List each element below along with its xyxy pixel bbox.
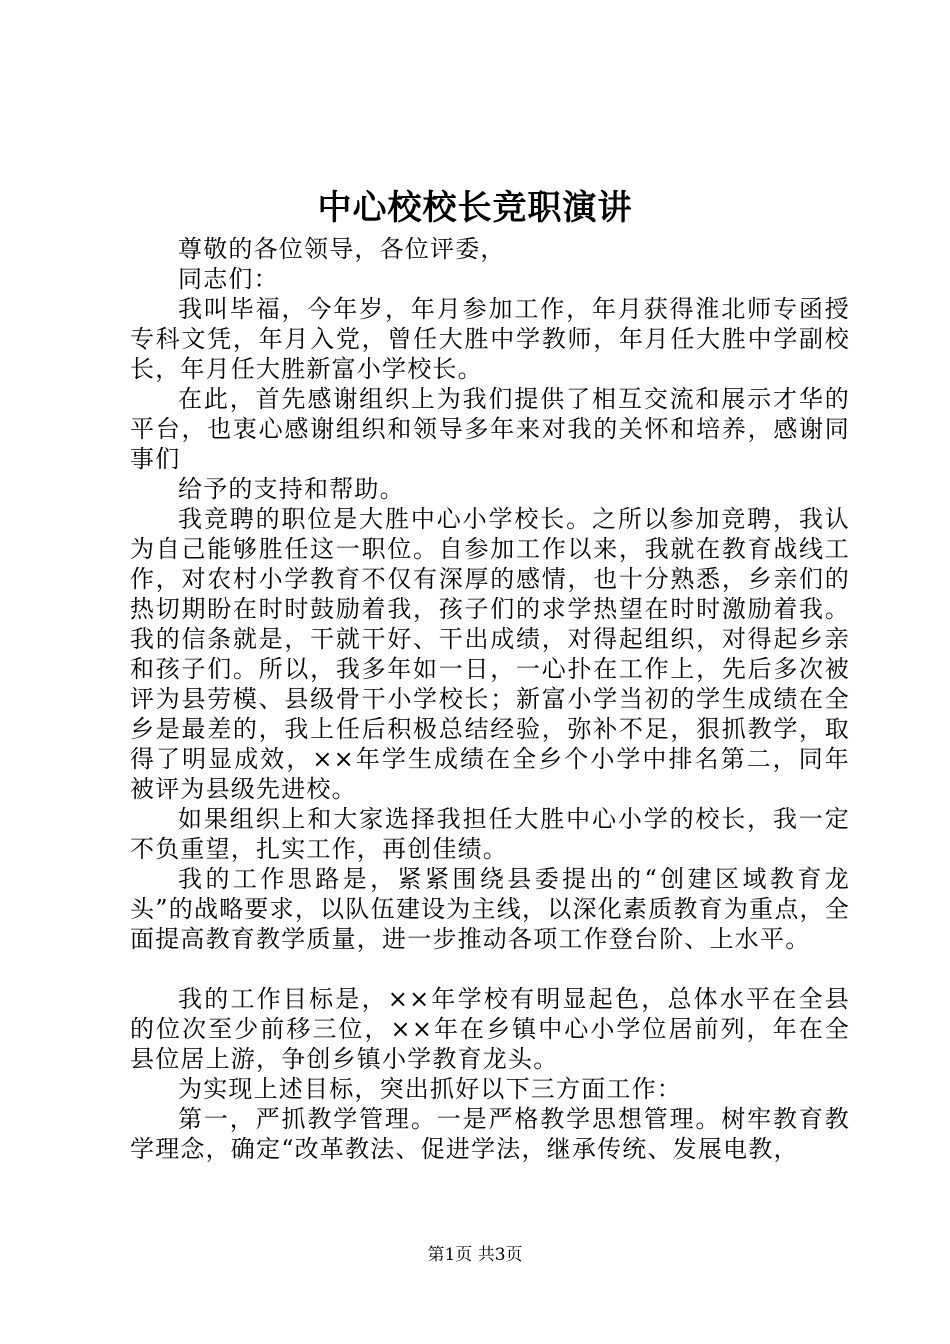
salutation-comrades: 同志们： (178, 265, 279, 293)
paragraph-work-approach: 我的工作思路是，紧紧围绕县委提出的“创建区域教育龙头”的战略要求，以队伍建设为主线，以深化素质教育为重点，全面提高教育教学质量，进一步推动各项工作登台阶、上水平。 (130, 865, 850, 953)
paragraph-first-aspect: 第一，严抓教学管理。一是严格教学思想管理。树牢教育教学理念，确定“改革教法、促进学法，继承传统、发展电教， (130, 1105, 850, 1163)
paragraph-thanks-continued: 给予的支持和帮助。 (178, 475, 405, 503)
paragraph-work-goals: 我的工作目标是，××年学校有明显起色，总体水平在全县的位次至少前移三位，××年在乡镇中心小学位居前列，年在全县位居上游，争创乡镇小学教育龙头。 (130, 985, 850, 1073)
paragraph-three-aspects: 为实现上述目标，突出抓好以下三方面工作： (178, 1075, 682, 1103)
page-number-footer: 第1页 共3页 (427, 1245, 523, 1265)
document-title: 中心校校长竞职演讲 (317, 188, 633, 228)
paragraph-position: 我竞聘的职位是大胜中心小学校长。之所以参加竞聘，我认为自己能够胜任这一职位。自参加工作以来，我就在教育战线工作，对农村小学教育不仅有深厚的感情，也十分熟悉，乡亲们的热切期盼在时时鼓励着我，孩子们的求学热望在时时激励着我。我的信条就是，干就干好、干出成绩，对得起组织，对得起乡亲和孩子们。所以，我多年如一日，一心扑在工作上，先后多次被评为县劳模、县级骨干小学校长；新富小学当初的学生成绩在全乡是最差的，我上任后积极总结经验，弥补不足，狠抓教学，取得了明显成效，××年学生成绩在全乡个小学中排名第二，同年被评为县级先进校。 (130, 505, 850, 803)
document-body (130, 234, 850, 1164)
paragraph-thanks: 在此，首先感谢组织上为我们提供了相互交流和展示才华的平台，也衷心感谢组织和领导多年来对我的关怀和培养，感谢同事们 (130, 385, 850, 473)
paragraph-commitment: 如果组织上和大家选择我担任大胜中心小学的校长，我一定不负重望，扎实工作，再创佳绩。 (130, 805, 850, 863)
paragraph-introduction: 我叫毕福，今年岁，年月参加工作，年月获得淮北师专函授专科文凭，年月入党，曾任大胜中学教师，年月任大胜中学副校长，年月任大胜新富小学校长。 (130, 295, 850, 383)
salutation-line: 尊敬的各位领导，各位评委， (178, 235, 506, 263)
